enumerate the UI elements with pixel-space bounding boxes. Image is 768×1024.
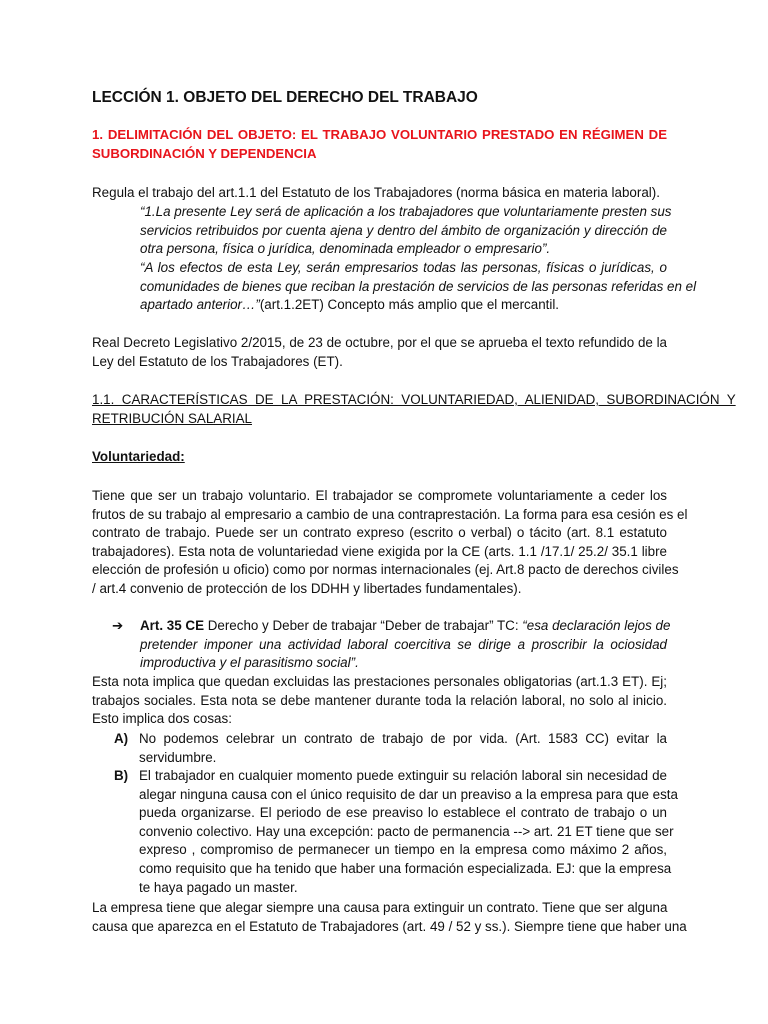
paragraph-line: contrato de trabajo. Puede ser un contrato expreso (escrito o verbal) o tácito (art. 8.1 estatuto bbox=[92, 525, 667, 541]
intro-paragraph: Regula el trabajo del art.1.1 del Estatuto de los Trabajadores (norma básica en materia laboral). bbox=[92, 185, 660, 200]
section-1-line: 1. DELIMITACIÓN DEL OBJETO: EL TRABAJO VOLUNTARIO PRESTADO EN RÉGIMEN DE bbox=[92, 127, 667, 142]
art-35-quote-line: pretender imponer una actividad laboral coercitiva se dirige a proscribir la ociosidad bbox=[140, 636, 667, 652]
list-item-label: A) bbox=[114, 731, 129, 746]
quote-citation: (art.1.2ET) Concepto más amplio que el mercantil. bbox=[259, 297, 560, 313]
paragraph-line: Esta nota implica que quedan excluidas las prestaciones personales obligatorias (art.1.3 ET). Ej; bbox=[92, 674, 667, 689]
paragraph-line: elección de profesión u oficio) como por normas internacionales (ej. Art.8 pacto de derechos civiles bbox=[92, 562, 679, 578]
voluntariedad-paragraph bbox=[92, 487, 688, 599]
list-item bbox=[114, 730, 667, 768]
arrow-right-icon: ➔ bbox=[112, 618, 124, 633]
list-item-line: expreso , compromiso de permanecer un tiempo en la empresa como máximo 2 años, bbox=[139, 842, 667, 858]
quote-line: “1.La presente Ley será de aplicación a los trabajadores que voluntariamente presten sus bbox=[140, 204, 672, 219]
section-1-heading bbox=[92, 126, 667, 163]
list-item-line: No podemos celebrar un contrato de trabajo de por vida. (Art. 1583 CC) evitar la bbox=[139, 731, 667, 746]
art-35-bullet bbox=[112, 617, 671, 673]
quote-art-1-2 bbox=[140, 259, 697, 315]
art-35-quote-line: improductiva y el parasitismo social”. bbox=[140, 655, 359, 671]
list-item-line: El trabajador en cualquier momento puede extinguir su relación laboral sin necesidad de bbox=[139, 768, 667, 783]
section-1-1-line: 1.1. CARACTERÍSTICAS DE LA PRESTACIÓN: VOLUNTARIEDAD, ALIENIDAD, SUBORDINACIÓN Y bbox=[92, 392, 736, 407]
paragraph-line: Tiene que ser un trabajo voluntario. El trabajador se compromete voluntariamente a ceder los bbox=[92, 488, 667, 503]
quote-line-italic: apartado anterior…” bbox=[140, 297, 260, 313]
nota-paragraph bbox=[92, 673, 667, 729]
list-item-line: como requisito que ha tenido que haber una formación especializada. EJ: que la empresa bbox=[139, 860, 672, 876]
paragraph-line: Real Decreto Legislativo 2/2015, de 23 de octubre, por el que se aprueba el texto refundido de la bbox=[92, 335, 667, 350]
paragraph-line: Esto implica dos cosas: bbox=[92, 711, 232, 727]
list-item-line: te haya pagado un master. bbox=[139, 879, 298, 895]
real-decreto-paragraph bbox=[92, 334, 667, 371]
quote-line: comunidades de bienes que reciban la prestación de servicios de las personas referidas en el bbox=[140, 278, 697, 294]
paragraph-line: trabajadores). Esta nota de voluntariedad viene exigida por la CE (arts. 1.1 /17.1/ 25.2/ 35.1 libre bbox=[92, 543, 667, 559]
voluntariedad-heading: Voluntariedad: bbox=[92, 449, 185, 464]
list-item-line: convenio colectivo. Hay una excepción: pacto de permanencia --> art. 21 ET tiene que ser bbox=[139, 823, 674, 839]
section-1-1-heading bbox=[92, 391, 736, 428]
quote-line: otra persona, física o jurídica, denominada empleador o empresario”. bbox=[140, 241, 551, 257]
list-item-line: alegar ninguna causa con el único requisito de dar un preaviso a la empresa para que esta bbox=[139, 786, 678, 802]
list-item-label: B) bbox=[114, 768, 129, 783]
list-item-text bbox=[139, 767, 678, 897]
final-paragraph bbox=[92, 899, 687, 936]
list-item-line: servidumbre. bbox=[139, 749, 217, 765]
art-35-label: Art. 35 CE bbox=[140, 618, 204, 633]
art-35-quote-start: “esa declaración lejos de bbox=[522, 618, 671, 633]
art-35-text bbox=[140, 617, 671, 673]
section-1-1-line: RETRIBUCIÓN SALARIAL bbox=[92, 410, 252, 426]
list-item-line: pueda organizarse. El periodo de ese preaviso lo establece el contrato de trabajo o un bbox=[139, 805, 667, 821]
list-item bbox=[114, 767, 678, 899]
paragraph-line: La empresa tiene que alegar siempre una causa para extinguir un contrato. Tiene que ser alguna bbox=[92, 900, 668, 915]
art-35-description: Derecho y Deber de trabajar “Deber de trabajar” TC: bbox=[204, 618, 523, 633]
section-1-line: SUBORDINACIÓN Y DEPENDENCIA bbox=[92, 145, 317, 161]
paragraph-line: Ley del Estatuto de los Trabajadores (ET). bbox=[92, 353, 343, 369]
paragraph-line: frutos de su trabajo al empresario a cambio de una contraprestación. La forma para esa cesión es el bbox=[92, 506, 688, 522]
quote-art-1-1 bbox=[140, 203, 672, 259]
quote-line: servicios retribuidos por cuenta ajena y dentro del ámbito de organización y dirección de bbox=[140, 222, 667, 238]
quote-line: “A los efectos de esta Ley, serán empresarios todas las personas, físicas o jurídicas, o bbox=[140, 260, 667, 275]
list-item-text bbox=[139, 730, 667, 767]
paragraph-line: trabajos sociales. Esta nota se debe mantener durante toda la relación laboral, no solo al inicio. bbox=[92, 692, 667, 708]
page-title: LECCIÓN 1. OBJETO DEL DERECHO DEL TRABAJO bbox=[92, 89, 478, 106]
paragraph-line: / art.4 convenio de protección de los DDHH y libertades fundamentales). bbox=[92, 580, 522, 596]
paragraph-line: causa que aparezca en el Estatuto de Trabajadores (art. 49 / 52 y ss.). Siempre tiene que haber una bbox=[92, 918, 687, 934]
